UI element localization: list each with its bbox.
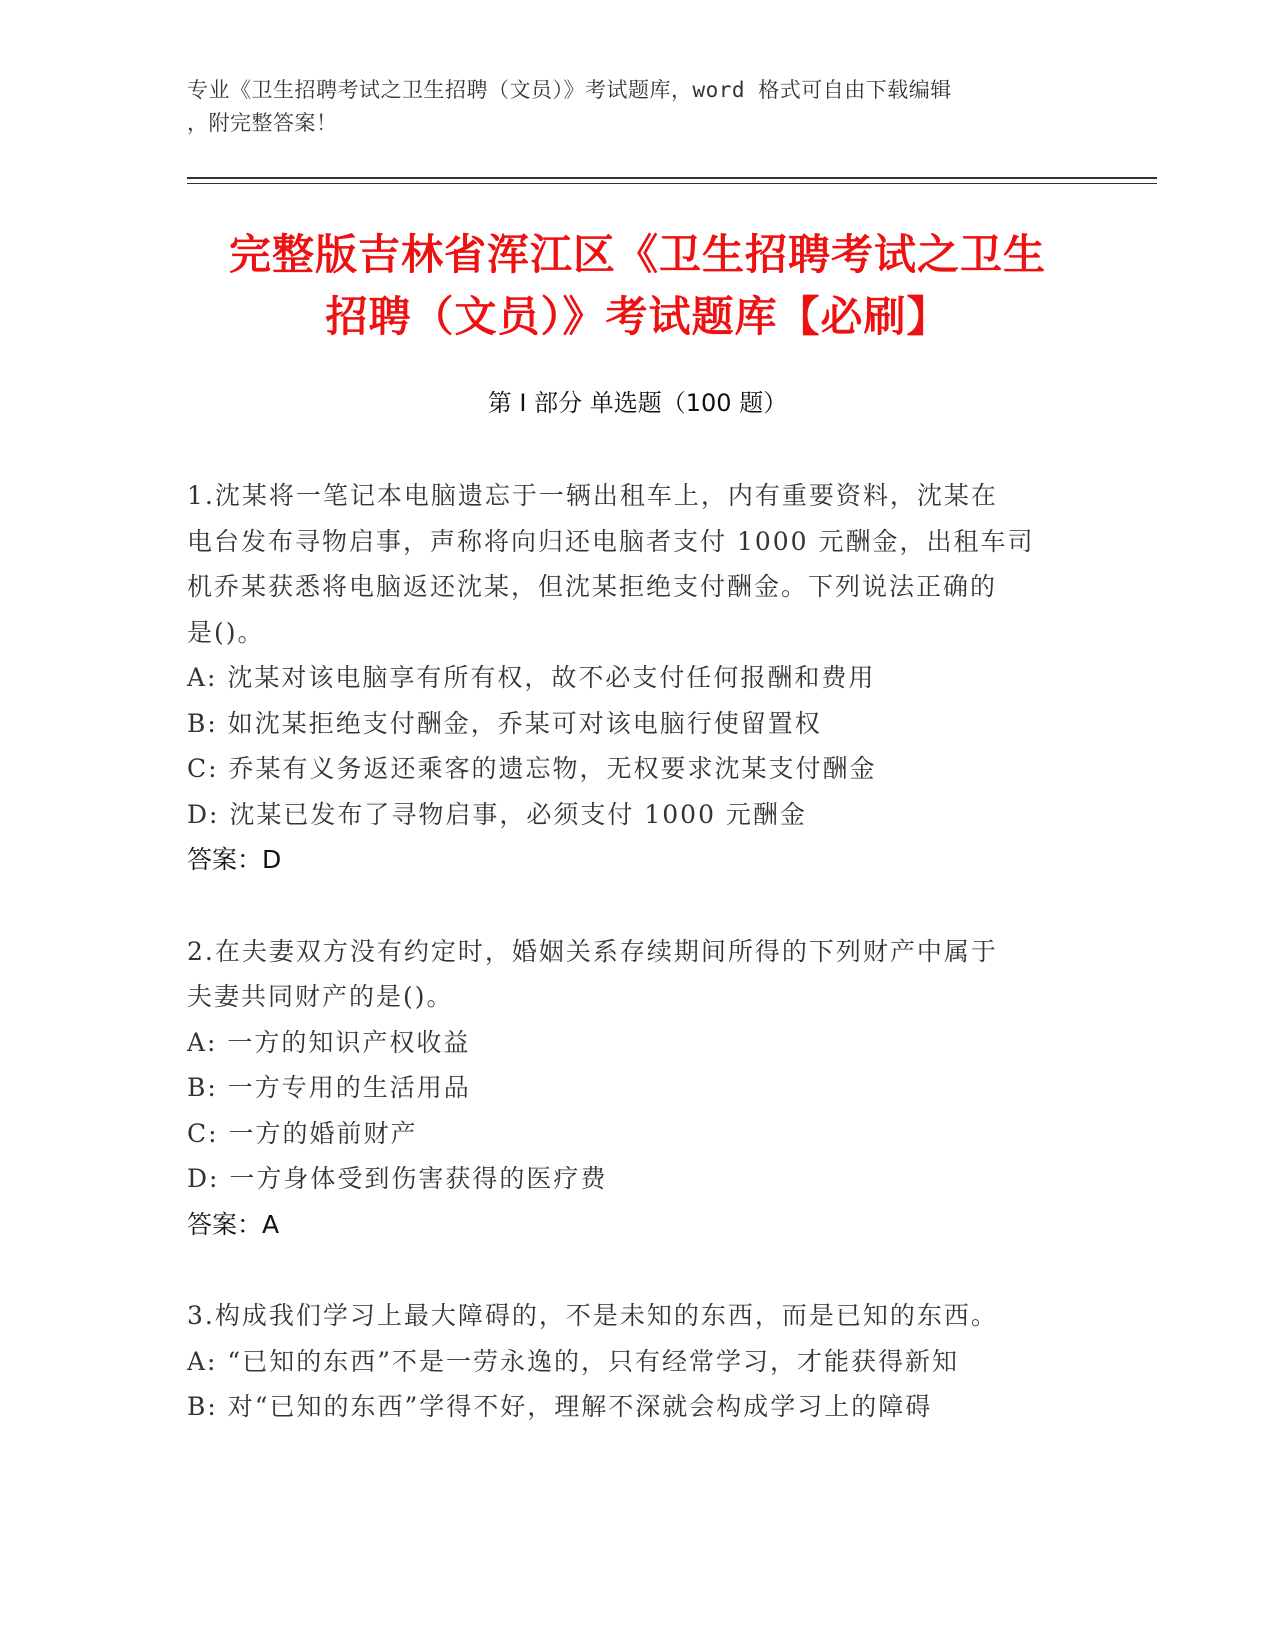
document-title-line-2: 招聘（文员）》考试题库【必刷】 bbox=[325, 292, 950, 341]
question-stem-line: 2.在夫妻双方没有约定时，婚姻关系存续期间所得的下列财产中属于 bbox=[187, 936, 998, 966]
document-title bbox=[150, 224, 1125, 348]
section-title: 第 I 部分 单选题（100 题） bbox=[487, 389, 788, 417]
question-stem-line: 1.沈某将一笔记本电脑遗忘于一辆出租车上，内有重要资料，沈某在 bbox=[187, 481, 998, 510]
question-stem-line: 3.构成我们学习上最大障碍的，不是未知的东西，而是已知的东西。 bbox=[187, 1301, 998, 1330]
option-d: D: 一方身体受到伤害获得的医疗费 bbox=[187, 1164, 608, 1193]
document-title-line-1: 完整版吉林省浑江区《卫生招聘考试之卫生 bbox=[228, 230, 1046, 279]
question-3 bbox=[187, 1293, 1087, 1430]
option-c: C: 一方的婚前财产 bbox=[187, 1118, 418, 1148]
option-b: B: 如沈某拒绝支付酬金，乔某可对该电脑行使留置权 bbox=[187, 708, 822, 738]
question-stem-line: 是()。 bbox=[187, 617, 265, 647]
question-1 bbox=[187, 473, 1087, 883]
option-b: B: 一方专用的生活用品 bbox=[187, 1073, 471, 1102]
question-stem-line: 电台发布寻物启事，声称将向归还电脑者支付 1000 元酬金，出租车司 bbox=[187, 526, 1035, 556]
question-stem-line: 机乔某获悉将电脑返还沈某，但沈某拒绝支付酬金。下列说法正确的 bbox=[187, 572, 998, 601]
question-stem-line: 夫妻共同财产的是()。 bbox=[187, 982, 454, 1011]
header-divider-thick bbox=[187, 177, 1157, 179]
question-list bbox=[187, 473, 1087, 1476]
option-b: B: 对“已知的东西”学得不好，理解不深就会构成学习上的障碍 bbox=[187, 1392, 933, 1421]
option-a: A: 沈某对该电脑享有所有权，故不必支付任何报酬和费用 bbox=[187, 663, 876, 692]
option-a: A: “已知的东西”不是一劳永逸的，只有经常学习，才能获得新知 bbox=[187, 1346, 959, 1376]
header-note bbox=[187, 74, 1087, 140]
option-c: C: 乔某有义务返还乘客的遗忘物，无权要求沈某支付酬金 bbox=[187, 754, 877, 783]
option-d: D: 沈某已发布了寻物启事，必须支付 1000 元酬金 bbox=[187, 799, 807, 829]
answer: 答案：D bbox=[187, 845, 282, 874]
header-divider-thin bbox=[187, 183, 1157, 184]
header-note-line-1: 专业《卫生招聘考试之卫生招聘（文员）》考试题库，word 格式可自由下载编辑 bbox=[187, 78, 952, 102]
question-2 bbox=[187, 929, 1087, 1248]
answer: 答案：A bbox=[187, 1209, 280, 1239]
option-a: A: 一方的知识产权收益 bbox=[187, 1027, 471, 1057]
header-note-line-2: ，附完整答案！ bbox=[187, 111, 338, 135]
